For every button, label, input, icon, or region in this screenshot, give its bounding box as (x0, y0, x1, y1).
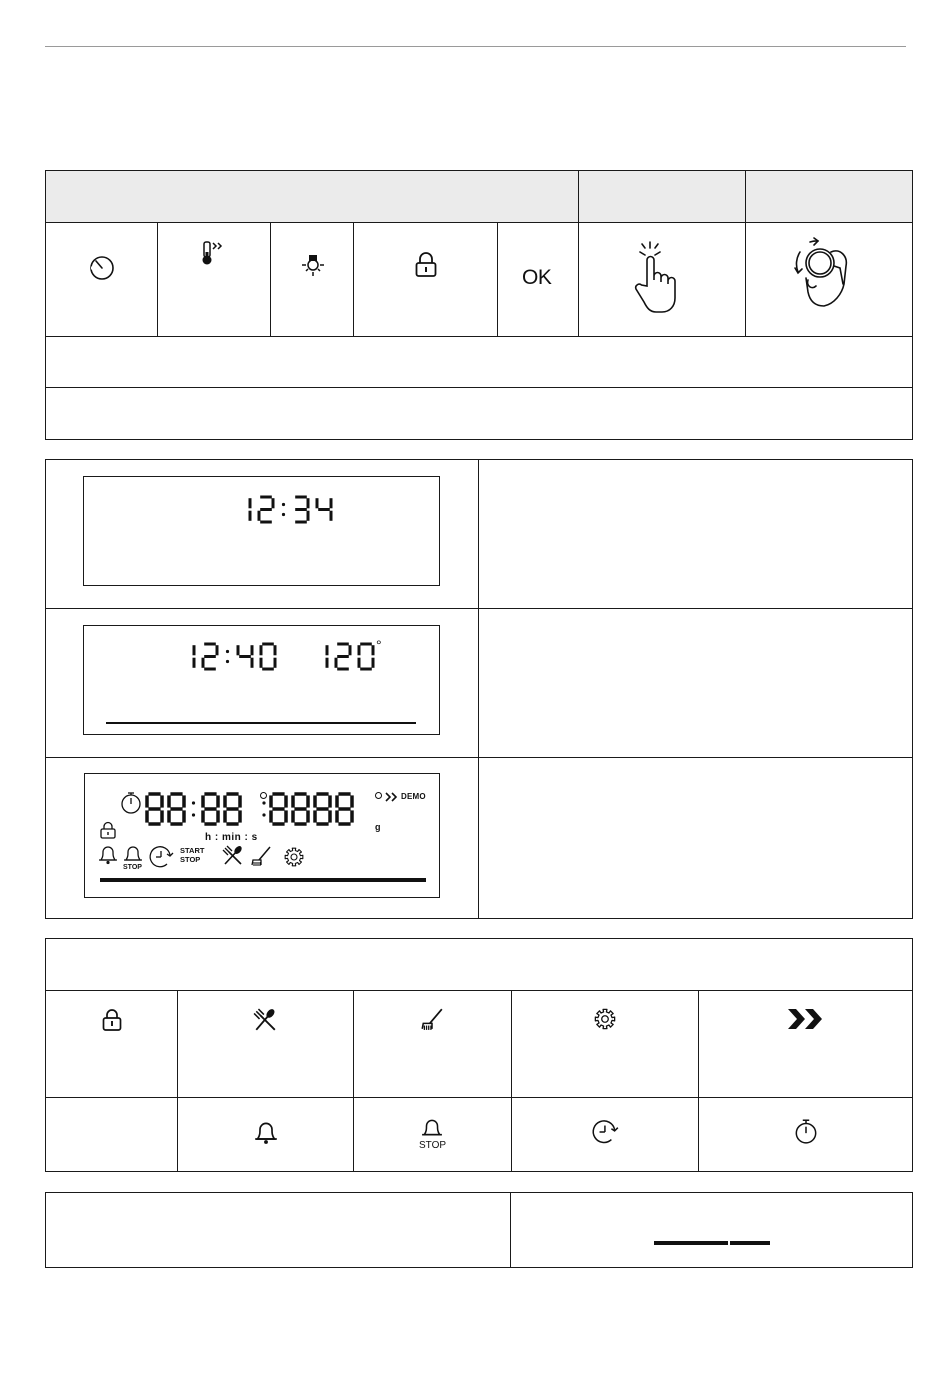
bell-icon (254, 1119, 278, 1147)
degree-symbol: ° (376, 637, 382, 653)
colon-dot (262, 801, 265, 804)
minute-minder-icon (120, 791, 142, 815)
food-icon (253, 1008, 277, 1032)
ok-button[interactable]: OK (522, 266, 552, 289)
colon-dot (192, 801, 195, 804)
divider (745, 171, 746, 336)
divider (578, 171, 579, 336)
food-icon (222, 845, 244, 867)
divider (497, 222, 498, 336)
progress-table-frame (45, 1192, 913, 1268)
touch-finger-icon (634, 240, 690, 318)
gear-hub (602, 1016, 609, 1023)
divider (157, 222, 158, 336)
child-lock-icon (101, 1008, 123, 1032)
grams-label: g (375, 822, 381, 832)
colon-dot (226, 660, 229, 663)
cooking-display (83, 625, 440, 735)
divider (510, 1193, 511, 1267)
colon-dot (226, 650, 229, 653)
colon-dot (282, 513, 285, 516)
progress-bar (100, 878, 426, 882)
control-panel-header (46, 171, 912, 223)
lamp-icon[interactable] (299, 251, 327, 279)
divider (46, 608, 912, 609)
progress-bar-gap (728, 1241, 730, 1245)
divider (698, 991, 699, 1171)
divider (46, 1097, 912, 1098)
gear-outline (595, 1009, 614, 1028)
divider (46, 387, 912, 388)
divider (353, 222, 354, 336)
divider (478, 460, 479, 918)
divider (46, 990, 912, 991)
units-label: h : min : s (205, 832, 258, 843)
gear-outline (285, 848, 303, 866)
fast-heat-up-icon (385, 792, 399, 802)
rotary-knob-hand-icon (788, 238, 858, 314)
fast-heat-up-icon (787, 1008, 825, 1030)
progress-bar-icon (654, 1241, 770, 1245)
settings-icon (283, 846, 305, 868)
degree-mark (375, 792, 382, 799)
settings-icon (593, 1007, 617, 1031)
duration-icon (592, 1119, 620, 1145)
cooking-display-digits (84, 626, 441, 736)
divider (270, 222, 271, 336)
bell-stop-icon (123, 844, 143, 862)
progress-bar (106, 722, 416, 724)
gear-hub (291, 854, 297, 860)
stop-label: STOP (180, 855, 201, 864)
divider (353, 991, 354, 1171)
cleaning-icon (250, 845, 272, 867)
colon-dot (192, 813, 195, 816)
start-label: START (180, 846, 205, 855)
bell-stop-label: STOP (123, 864, 142, 871)
degree-mark (260, 792, 267, 799)
child-lock-icon (99, 821, 117, 839)
clock-display (83, 476, 440, 586)
full-segment-display (84, 773, 440, 898)
demo-label: DEMO (401, 792, 426, 801)
divider (177, 991, 178, 1171)
divider (46, 336, 912, 337)
indicator-table-frame (45, 938, 913, 1172)
divider (46, 757, 912, 758)
top-rule (45, 46, 906, 47)
clock-display-digits (84, 477, 441, 587)
bell-stop-icon (421, 1115, 443, 1139)
minute-minder-icon (794, 1117, 818, 1145)
divider (511, 991, 512, 1171)
colon-dot (282, 503, 285, 506)
cleaning-icon (420, 1006, 444, 1032)
colon-dot (262, 813, 265, 816)
timer-icon[interactable] (89, 253, 115, 281)
fast-heat-up-icon[interactable] (200, 240, 230, 268)
bell-icon (98, 844, 118, 866)
duration-icon (149, 845, 175, 869)
bell-stop-label: STOP (419, 1140, 447, 1151)
child-lock-icon[interactable] (414, 252, 438, 278)
